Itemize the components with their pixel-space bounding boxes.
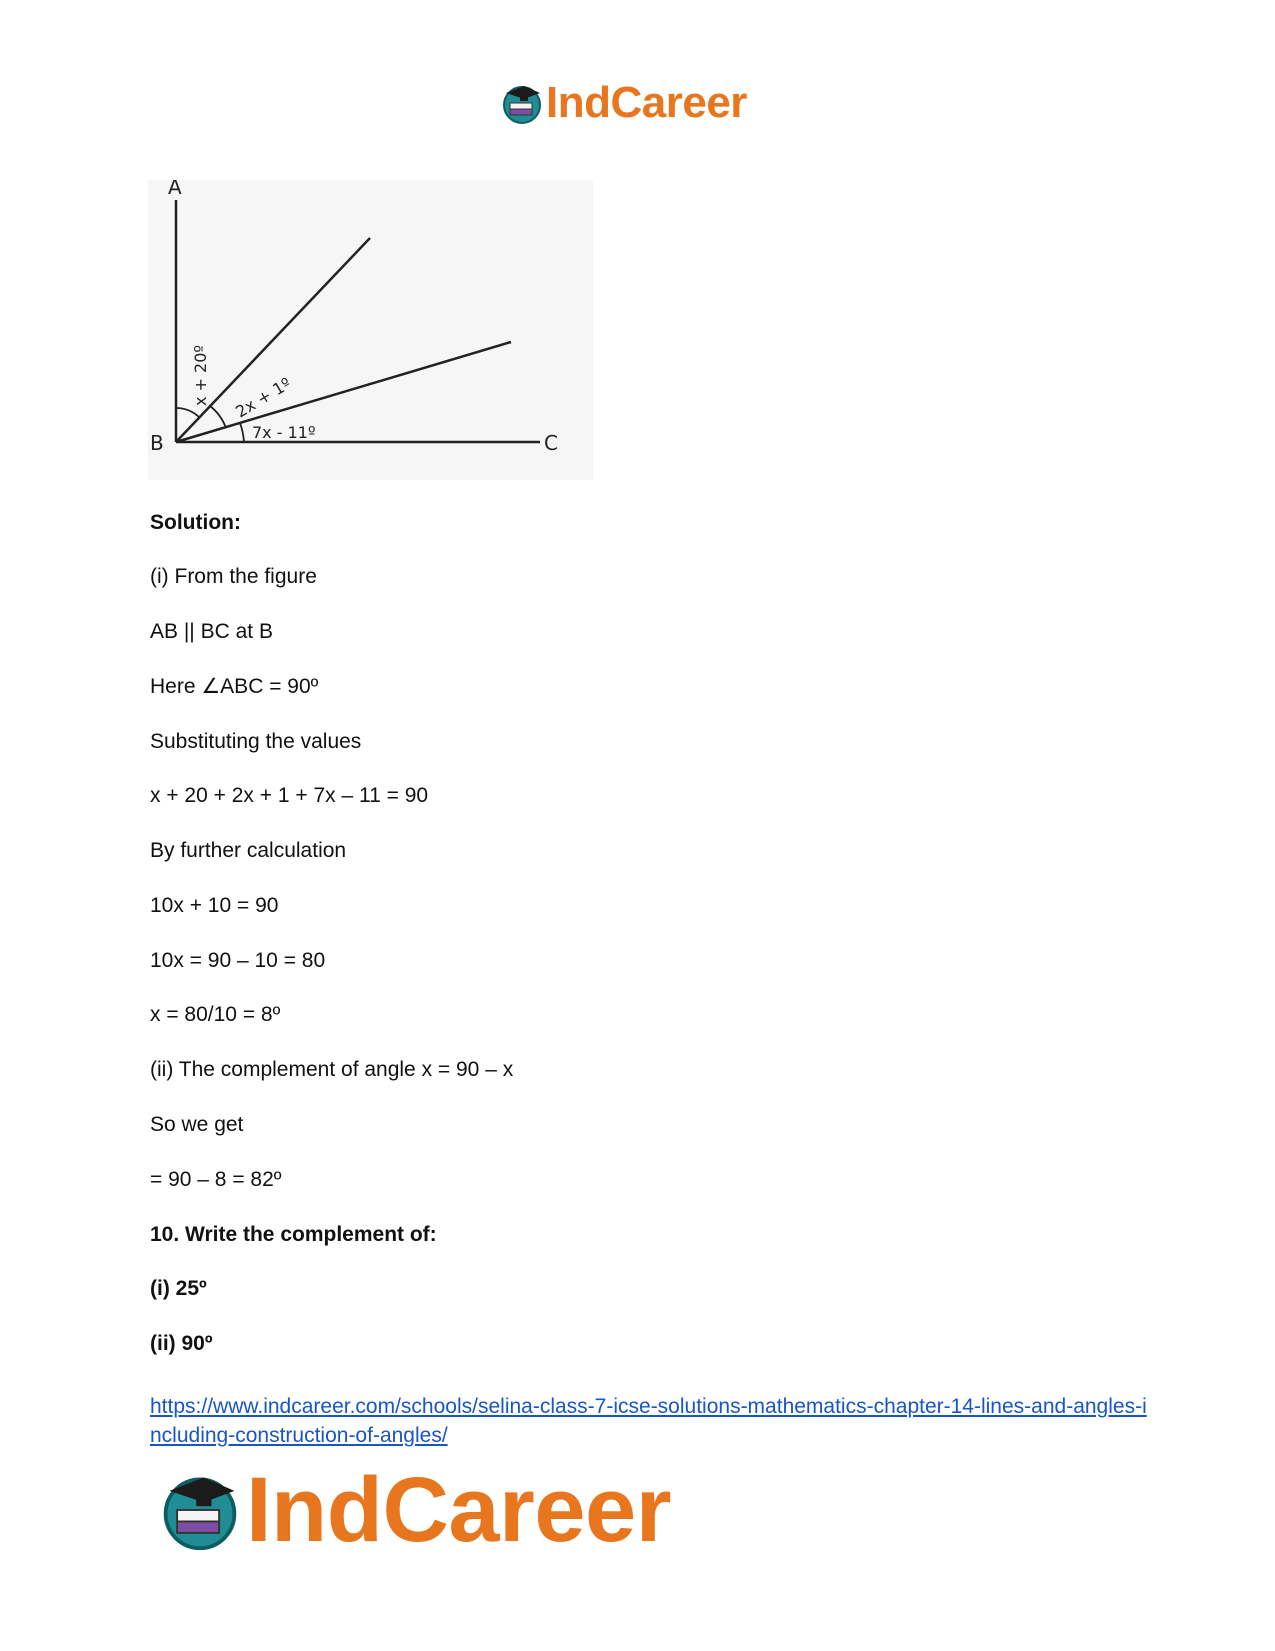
angle-figure (148, 180, 593, 480)
text-line: So we get (150, 1113, 244, 1136)
equation-line: = 90 – 8 = 82º (150, 1168, 282, 1191)
source-link[interactable]: https://www.indcareer.com/schools/selina-class-7-icse-solutions-mathematics-chapter-14-lines-and-angles-including-construction-of-angles/ (150, 1395, 1147, 1447)
equation-line: x + 20 + 2x + 1 + 7x – 11 = 90 (150, 784, 429, 807)
text-line: (i) From the figure (150, 565, 317, 588)
angle-label-1: x + 20º (191, 345, 210, 406)
ray-b-upper (176, 238, 370, 442)
text-line: (ii) The complement of angle x = 90 – x (150, 1058, 514, 1081)
header-logo (500, 78, 747, 128)
solution-heading: Solution: (150, 511, 241, 534)
text-line: AB || BC at B (150, 620, 273, 643)
arc-angle-2 (210, 406, 226, 428)
graduation-globe-icon (500, 81, 544, 125)
question-part: (ii) 90º (150, 1332, 213, 1355)
footer-logo (158, 1460, 671, 1560)
question-part: (i) 25º (150, 1277, 207, 1300)
question-heading: 10. Write the complement of: (150, 1223, 437, 1246)
equation-line: 10x + 10 = 90 (150, 894, 279, 917)
label-b: B (150, 431, 164, 455)
graduation-globe-icon (158, 1468, 242, 1552)
header-logo-text: IndCareer (546, 78, 747, 127)
angle-diagram (148, 180, 593, 480)
equation-line: x = 80/10 = 8º (150, 1003, 281, 1026)
text-line: By further calculation (150, 839, 347, 862)
arc-angle-3 (240, 423, 244, 442)
footer-logo-text: IndCareer (246, 1459, 671, 1561)
angle-label-2: 2x + 1º (232, 373, 295, 422)
arc-angle-1 (176, 408, 200, 418)
angle-label-3: 7x - 11º (252, 423, 316, 442)
equation-line: 10x = 90 – 10 = 80 (150, 949, 326, 972)
label-a: A (168, 180, 182, 199)
text-line: Here ∠ABC = 90º (150, 675, 319, 698)
label-c: C (544, 431, 558, 455)
text-line: Substituting the values (150, 730, 362, 753)
